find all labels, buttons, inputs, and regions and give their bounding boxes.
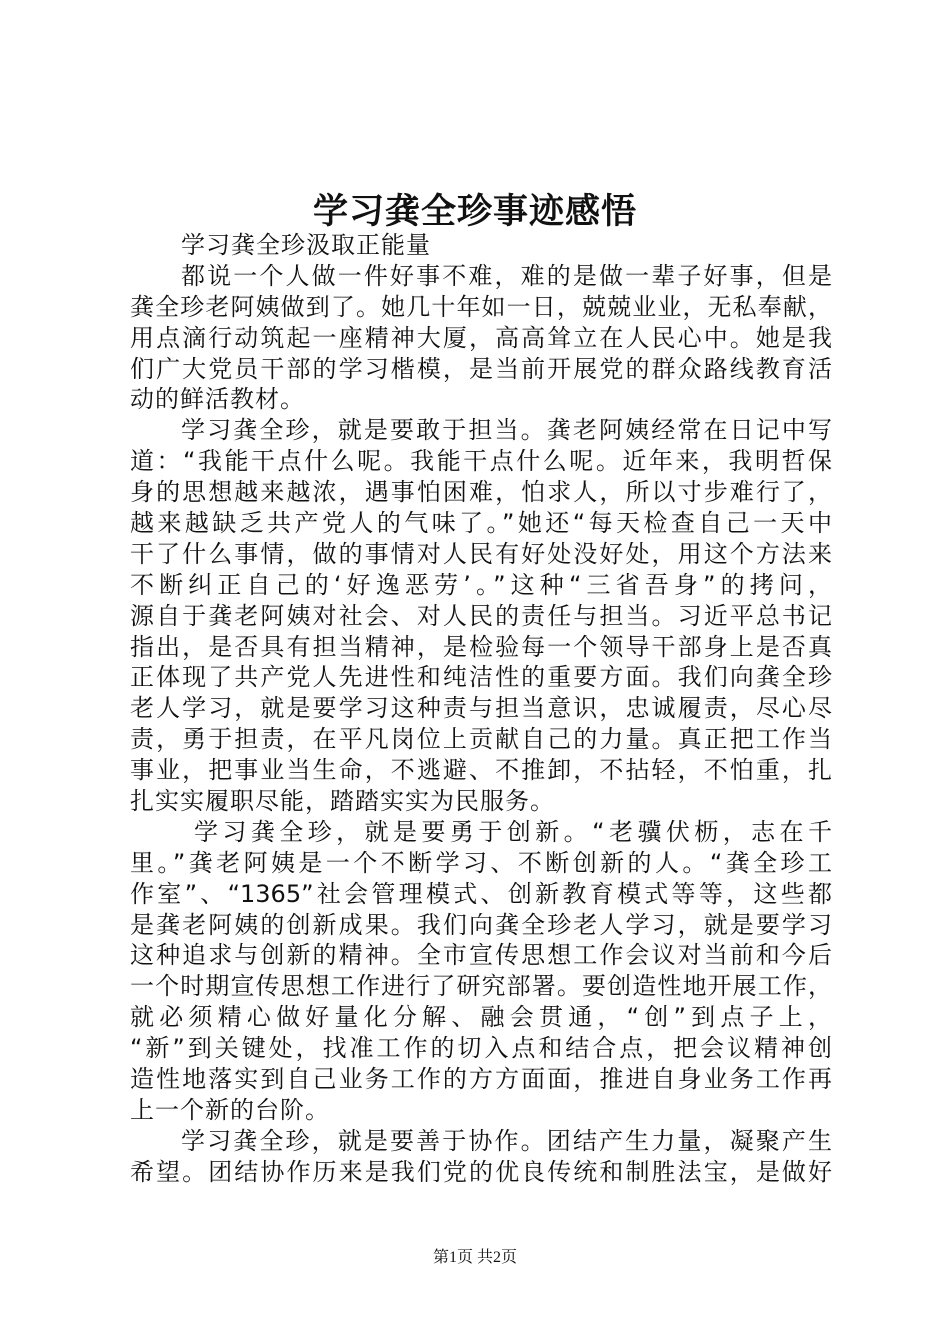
paragraph-line: 身的思想越来越浓，遇事怕困难，怕求人，所以寸步难行了，	[130, 478, 832, 507]
paragraph-line: 事业，把事业当生命，不逃避、不推卸，不拈轻，不怕重，扎	[130, 756, 832, 785]
paragraph-line: 不断纠正自己的‘好逸恶劳’。”这种“三省吾身”的拷问，	[130, 570, 832, 599]
paragraph-line: 希望。团结协作历来是我们党的优良传统和制胜法宝，是做好	[130, 1157, 832, 1186]
paragraph-line: 这种追求与创新的精神。全市宣传思想工作会议对当前和今后	[130, 941, 832, 970]
paragraph-line: 一个时期宣传思想工作进行了研究部署。要创造性地开展工作，	[130, 972, 832, 1001]
paragraph-line: 道：“我能干点什么呢。我能干点什么呢。近年来，我明哲保	[130, 447, 832, 476]
paragraph-line: “新”到关键处，找准工作的切入点和结合点，把会议精神创	[130, 1034, 832, 1063]
paragraph-line: 越来越缺乏共产党人的气味了。”她还“每天检查自己一天中	[130, 509, 832, 538]
paragraph-line: 上一个新的台阶。	[130, 1095, 330, 1124]
paragraph-line: 学习龚全珍，就是要善于协作。团结产生力量，凝聚产生	[181, 1126, 832, 1155]
paragraph-line: 是龚老阿姨的创新成果。我们向龚全珍老人学习，就是要学习	[130, 910, 832, 939]
paragraph-line: 责，勇于担责，在平凡岗位上贡献自己的力量。真正把工作当	[130, 725, 832, 754]
paragraph-line: 干了什么事情，做的事情对人民有好处没好处，用这个方法来	[130, 539, 832, 568]
paragraph-line: 造性地落实到自己业务工作的方方面面，推进自身业务工作再	[130, 1065, 832, 1094]
paragraph-line: 指出，是否具有担当精神，是检验每一个领导干部身上是否真	[130, 632, 832, 661]
paragraph-line: 老人学习，就是要学习这种责与担当意识，忠诚履责，尽心尽	[130, 694, 832, 723]
paragraph-line: 正体现了共产党人先进性和纯洁性的重要方面。我们向龚全珍	[130, 663, 832, 692]
paragraph-line: 都说一个人做一件好事不难，难的是做一辈子好事，但是	[181, 261, 832, 290]
paragraph-line: 动的鲜活教材。	[130, 385, 305, 414]
paragraph-line: 就必须精心做好量化分解、融会贯通，“创”到点子上，	[130, 1003, 832, 1032]
paragraph-line: 们广大党员干部的学习楷模，是当前开展党的群众路线教育活	[130, 354, 832, 383]
paragraph-line: 源自于龚老阿姨对社会、对人民的责任与担当。习近平总书记	[130, 601, 832, 630]
document-title: 学习龚全珍事迹感悟	[312, 192, 637, 232]
paragraph-line: 作室”、“1365”社会管理模式、创新教育模式等等，这些都	[130, 879, 832, 908]
paragraph-line: 龚全珍老阿姨做到了。她几十年如一日，兢兢业业，无私奉献，	[130, 292, 832, 321]
paragraph-line: 里。”龚老阿姨是一个不断学习、不断创新的人。“龚全珍工	[130, 848, 832, 877]
paragraph-line: 学习龚全珍，就是要敢于担当。龚老阿姨经常在日记中写	[181, 416, 832, 445]
paragraph-line: 用点滴行动筑起一座精神大厦，高高耸立在人民心中。她是我	[130, 323, 832, 352]
paragraph-line: 学习龚全珍，就是要勇于创新。“老骥伏枥，志在千	[194, 817, 832, 846]
page-footer: 第1页 共2页	[432, 1249, 517, 1266]
section-heading: 学习龚全珍汲取正能量	[181, 231, 431, 259]
paragraph-line: 扎实实履职尽能，踏踏实实为民服务。	[130, 787, 555, 816]
document-body	[130, 230, 832, 1188]
